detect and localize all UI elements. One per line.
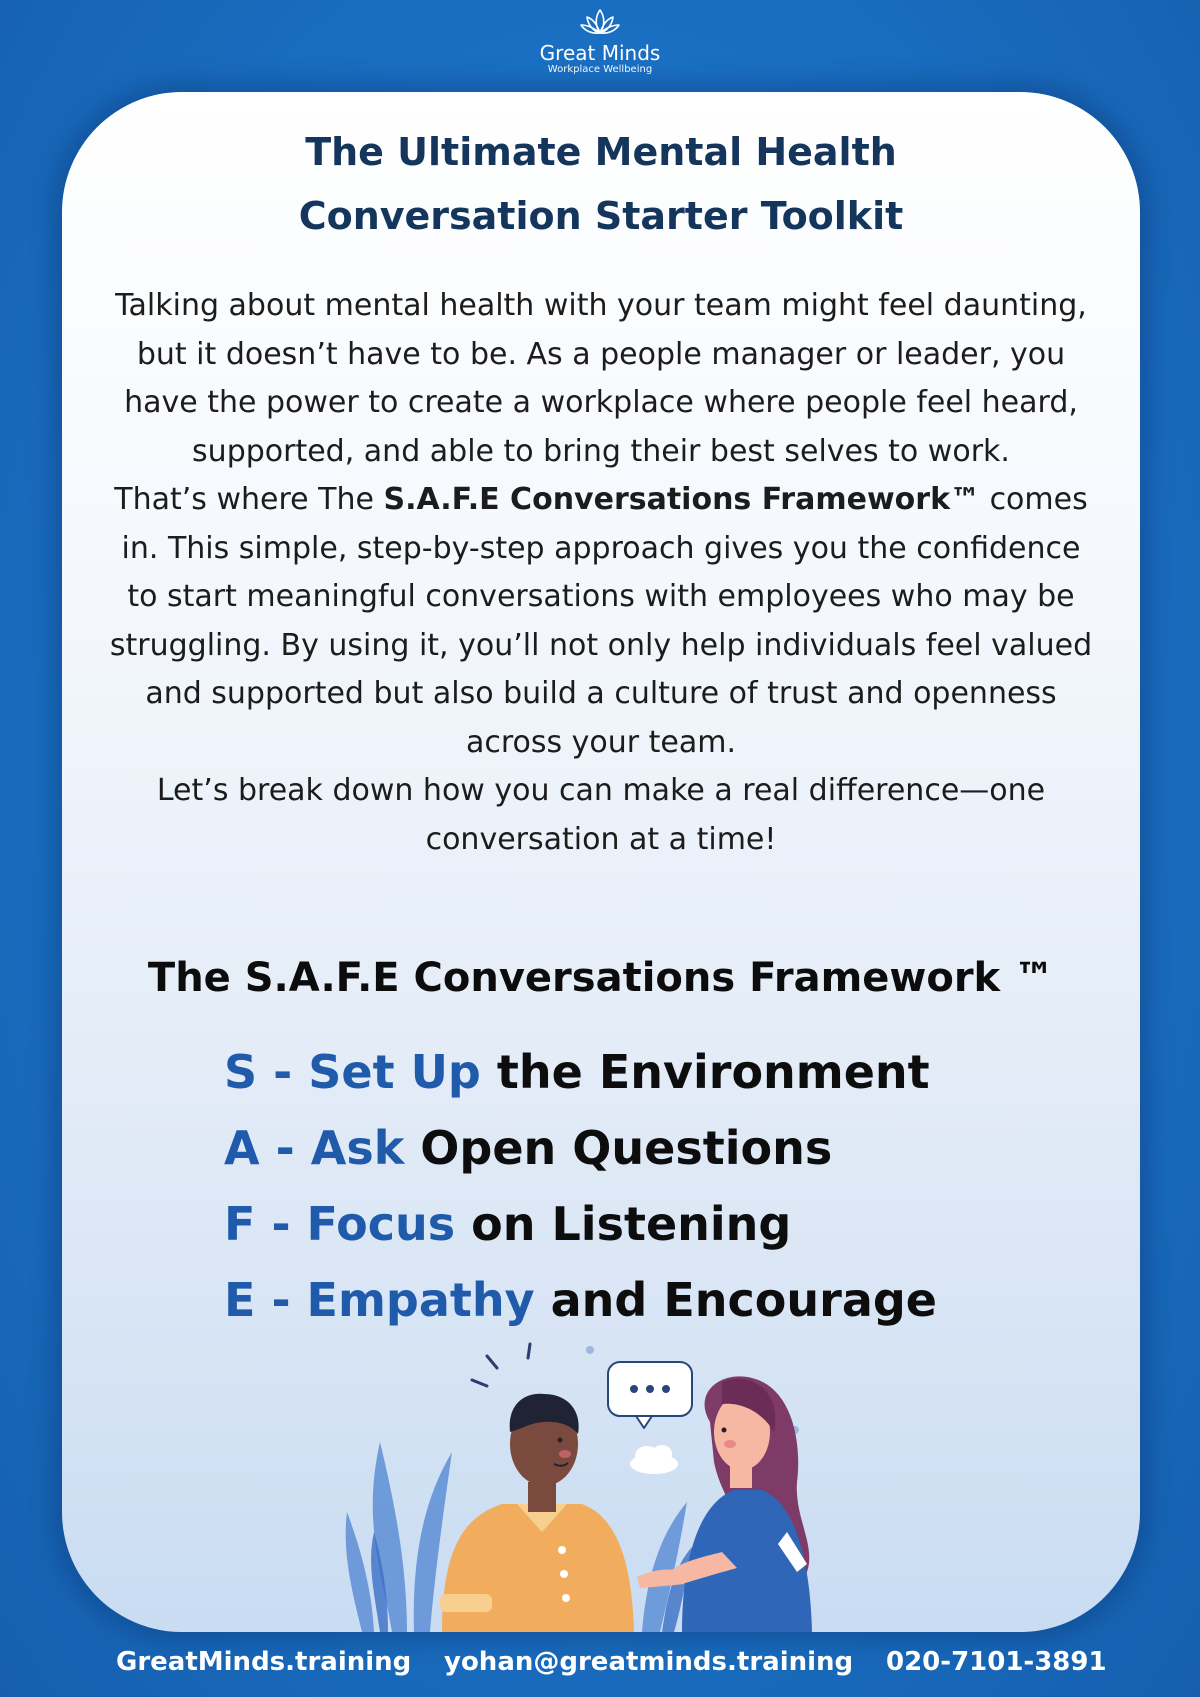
two-people-conversation-illustration	[62, 1332, 1140, 1632]
framework-item-text: on Listening	[455, 1197, 792, 1251]
framework-item-key: S - Set Up	[224, 1045, 481, 1099]
intro-paragraph-2	[102, 476, 1100, 767]
intro-paragraph-1: Talking about mental health with your team might feel daunting, but it doesn’t have to be. As a people manager or leader, you have the power to create a workplace where people feel heard, supported, and able to bring their best selves to work.	[115, 288, 1087, 469]
framework-list	[224, 1034, 937, 1338]
intro-paragraph-3: Let’s break down how you can make a real difference—one conversation at a time!	[156, 773, 1046, 857]
intro-p2-prefix: That’s where The	[114, 482, 384, 517]
intro-text	[102, 282, 1100, 864]
framework-item-key: F - Focus	[224, 1197, 456, 1251]
page-title	[62, 120, 1140, 248]
title-line-1: The Ultimate Mental Health	[305, 130, 897, 174]
framework-item-key: E - Empathy	[224, 1273, 535, 1327]
speech-bubble-icon	[608, 1362, 692, 1428]
framework-item-e	[224, 1262, 937, 1338]
man-figure	[440, 1394, 634, 1632]
brand-name: Great Minds	[539, 41, 661, 65]
content-card	[62, 92, 1140, 1632]
framework-heading: The S.A.F.E Conversations Framework ™	[147, 955, 1055, 1001]
title-line-2: Conversation Starter Toolkit	[298, 194, 904, 238]
attention-lines-icon	[472, 1344, 530, 1386]
phone-number[interactable]: 020-7101-3891	[886, 1647, 1107, 1677]
framework-item-text: Open Questions	[404, 1121, 833, 1175]
framework-item-f	[224, 1186, 937, 1262]
framework-item-s	[224, 1034, 937, 1110]
website-link[interactable]: GreatMinds.training	[116, 1647, 412, 1677]
framework-item-text: the Environment	[480, 1045, 930, 1099]
intro-p2-suffix: comes in. This simple, step-by-step approach gives you the confidence to start meaningful conversations with employees who may be struggling. By using it, you’ll not only help individuals feel valued and supported but also build a culture of trust and openness across your team.	[109, 482, 1093, 760]
framework-item-a	[224, 1110, 937, 1186]
email-link[interactable]: yohan@greatminds.training	[444, 1647, 854, 1677]
brand-logo	[0, 6, 1200, 76]
lotus-icon	[578, 6, 622, 40]
brand-tagline: Workplace Wellbeing	[547, 64, 653, 75]
framework-item-text: and Encourage	[534, 1273, 937, 1327]
framework-name-bold: S.A.F.E Conversations Framework™	[383, 482, 981, 517]
framework-item-key: A - Ask	[224, 1121, 405, 1175]
